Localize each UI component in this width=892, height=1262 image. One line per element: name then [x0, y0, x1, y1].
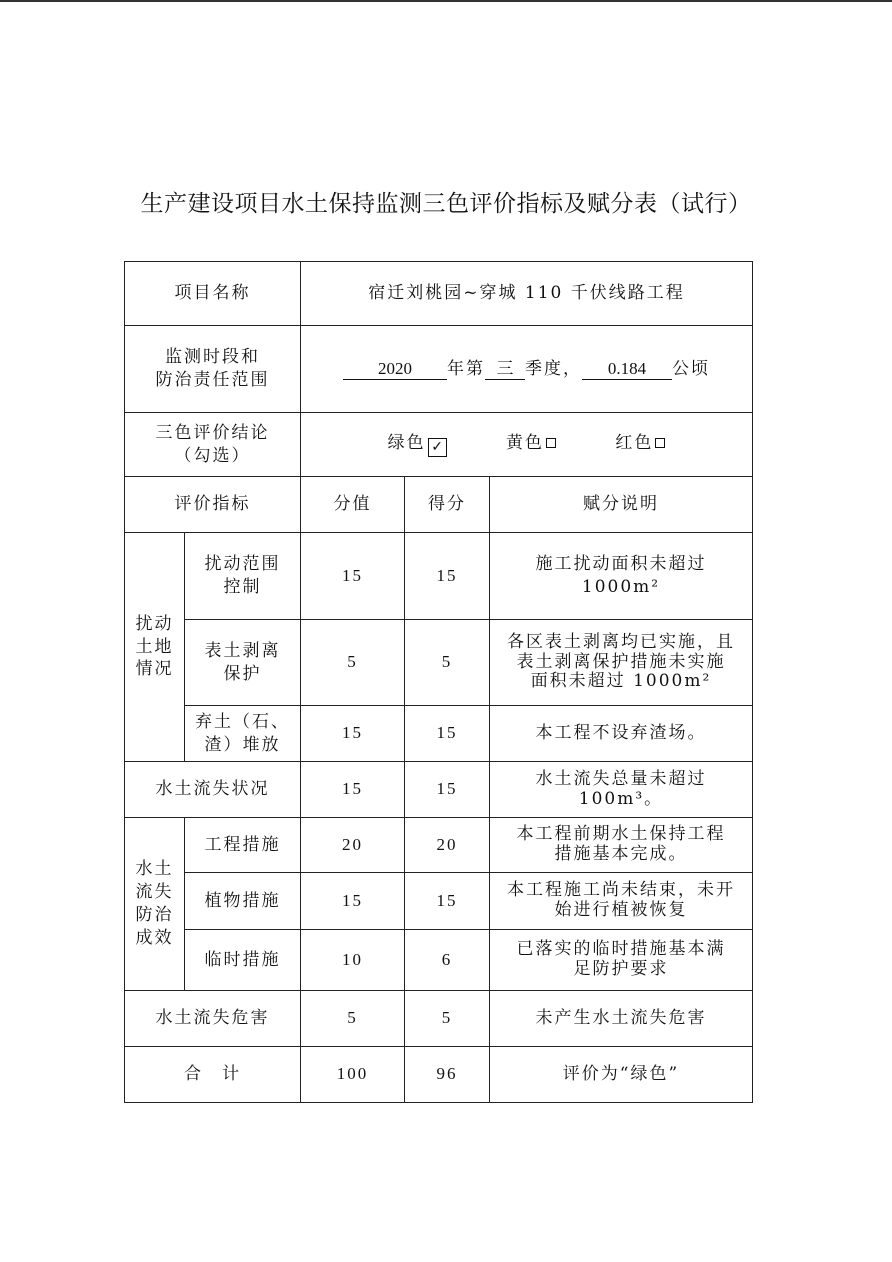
- hazard-label: 水土流失危害: [125, 991, 301, 1047]
- score: 6: [405, 930, 490, 991]
- table-row: [125, 818, 753, 873]
- header-explanation: 赋分说明: [490, 477, 753, 533]
- score: 15: [405, 533, 490, 620]
- explanation: [490, 620, 753, 706]
- group-label-part: 成效: [135, 927, 174, 948]
- indicator-name-line2: 控制: [223, 577, 262, 597]
- project-row: [125, 262, 753, 326]
- score-value: 15: [301, 873, 405, 930]
- score: 15: [405, 873, 490, 930]
- conclusion-row: [125, 413, 753, 477]
- project-name-label: 项目名称: [125, 262, 301, 326]
- explanation: [490, 873, 753, 930]
- soil-loss-label: 水土流失状况: [125, 762, 301, 818]
- header-score: 得分: [405, 477, 490, 533]
- score-value: 15: [301, 762, 405, 818]
- score: 15: [405, 762, 490, 818]
- top-border-line: [0, 0, 892, 2]
- explanation-line1: 各区表土剥离均已实施，且: [507, 632, 735, 653]
- green-option[interactable]: [388, 433, 447, 453]
- score-value: 15: [301, 533, 405, 620]
- group-label-part: 流失: [135, 882, 174, 903]
- soil-loss-row: [125, 762, 753, 818]
- project-name-value: 宿迁刘桃园~穿城 110 千伏线路工程: [301, 262, 753, 326]
- explanation-line1: 已落实的临时措施基本满: [516, 939, 726, 960]
- indicator-name-line2: 保护: [223, 663, 262, 684]
- total-label: 合 计: [125, 1047, 301, 1103]
- green-checkbox[interactable]: ✓: [428, 438, 447, 457]
- red-checkbox[interactable]: [655, 438, 665, 448]
- indicator-name-line2: 渣）堆放: [204, 734, 281, 755]
- table-row: [125, 930, 753, 991]
- explanation-line2: 始进行植被恢复: [554, 900, 688, 920]
- yellow-checkbox[interactable]: [546, 438, 556, 448]
- year-value: 2020: [343, 359, 447, 380]
- group-label-part: 扰动: [135, 613, 174, 634]
- table-row: [125, 706, 753, 762]
- indicator-name-line1: 弃土（石、: [195, 711, 290, 732]
- explanation-line2: 1000m²: [581, 577, 661, 597]
- header-score-value: 分值: [301, 477, 405, 533]
- page-title: 生产建设项目水土保持监测三色评价指标及赋分表（试行）: [140, 191, 752, 217]
- explanation-line1: 施工扰动面积未超过: [535, 554, 707, 575]
- score-value: 5: [301, 991, 405, 1047]
- indicator-name-line1: 扰动范围: [204, 554, 281, 575]
- disturbance-group-label: [125, 533, 185, 762]
- explanation: 未产生水土流失危害: [490, 991, 753, 1047]
- explanation: [490, 818, 753, 873]
- period-label: [125, 326, 301, 413]
- year-suffix: 年第: [447, 358, 485, 379]
- explanation-line2: 表土剥离保护措施未实施: [516, 651, 726, 672]
- period-value: [301, 326, 753, 413]
- score: 5: [405, 991, 490, 1047]
- score: 15: [405, 706, 490, 762]
- indicator-name-line1: 表土剥离: [204, 640, 281, 661]
- yellow-label: 黄色: [506, 433, 544, 453]
- explanation-line2: 100m³。: [578, 788, 664, 809]
- yellow-option[interactable]: [506, 433, 556, 453]
- explanation: [490, 930, 753, 991]
- group-label-part: 情况: [135, 659, 174, 680]
- prevention-group-label: [125, 818, 185, 991]
- table-row: [125, 533, 753, 620]
- score-value: 10: [301, 930, 405, 991]
- area-unit: 公顷: [672, 358, 710, 379]
- explanation-line1: 本工程前期水土保持工程: [516, 824, 726, 845]
- score: 5: [405, 620, 490, 706]
- score-value: 5: [301, 620, 405, 706]
- conclusion-label: [125, 413, 301, 477]
- total-row: [125, 1047, 753, 1103]
- indicator-name: 植物措施: [185, 873, 301, 930]
- explanation: [490, 762, 753, 818]
- total-score: 96: [405, 1047, 490, 1103]
- explanation: [490, 533, 753, 620]
- score-value: 20: [301, 818, 405, 873]
- hazard-row: [125, 991, 753, 1047]
- score-value: 15: [301, 706, 405, 762]
- indicator-name: [185, 620, 301, 706]
- group-label-part: 土地: [135, 636, 174, 657]
- period-label-line2: 防治责任范围: [155, 370, 270, 390]
- table-row: [125, 620, 753, 706]
- conclusion-label-line2: （勾选）: [174, 445, 251, 466]
- period-row: [125, 326, 753, 413]
- indicator-name: 工程措施: [185, 818, 301, 873]
- explanation-line1: 本工程施工尚未结束，未开: [507, 880, 735, 901]
- group-label-part: 防治: [135, 905, 174, 925]
- indicator-name: [185, 533, 301, 620]
- score: 20: [405, 818, 490, 873]
- explanation-line2: 措施基本完成。: [554, 844, 688, 864]
- area-value: 0.184: [582, 359, 672, 380]
- conclusion-label-line1: 三色评价结论: [155, 422, 270, 443]
- total-explanation: 评价为“绿色”: [490, 1047, 753, 1103]
- explanation-line1: 水土流失总量未超过: [535, 768, 707, 789]
- evaluation-table: [124, 261, 753, 1103]
- explanation: 本工程不设弃渣场。: [490, 706, 753, 762]
- conclusion-options: [301, 413, 753, 477]
- header-indicator: 评价指标: [125, 477, 301, 533]
- group-label-part: 水土: [135, 859, 174, 880]
- explanation-line3: 面积未超过 1000m²: [530, 671, 712, 692]
- season-value: 三: [485, 359, 525, 380]
- explanation-line2: 足防护要求: [573, 959, 669, 979]
- table-row: [125, 873, 753, 930]
- indicator-name: [185, 706, 301, 762]
- green-label: 绿色: [387, 433, 426, 453]
- red-option[interactable]: [615, 433, 665, 453]
- period-label-line1: 监测时段和: [165, 347, 260, 368]
- total-value: 100: [301, 1047, 405, 1103]
- red-label: 红色: [615, 433, 654, 453]
- indicator-name: 临时措施: [185, 930, 301, 991]
- header-row: [125, 477, 753, 533]
- season-suffix: 季度，: [525, 358, 582, 379]
